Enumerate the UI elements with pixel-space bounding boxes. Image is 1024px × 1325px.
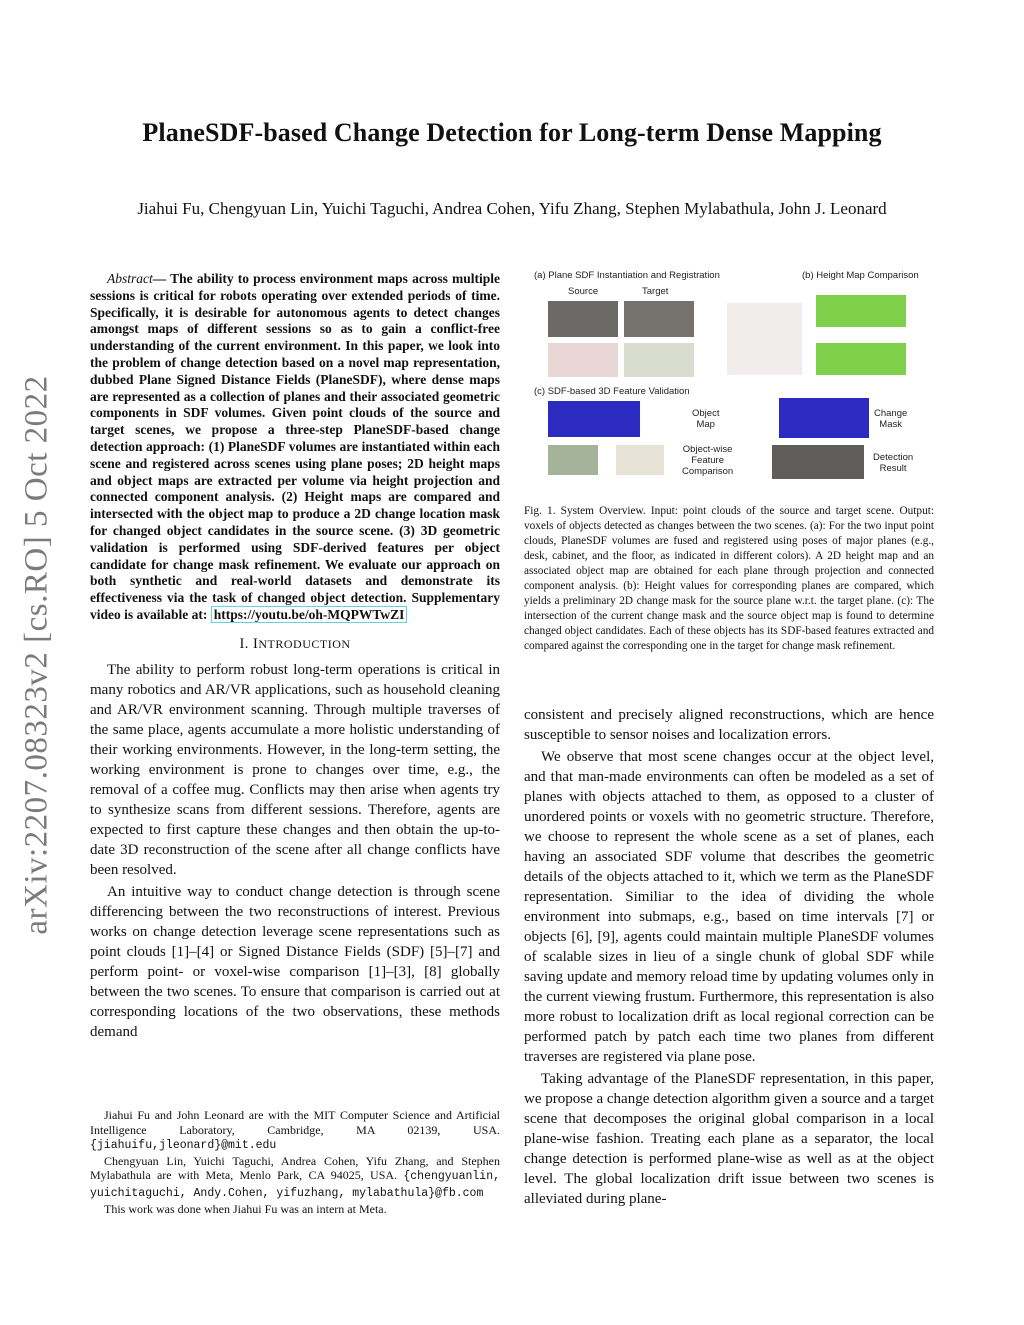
- footnote-internship: This work was done when Jiahui Fu was an intern at Meta.: [104, 1201, 387, 1216]
- figure-label-target: Target: [642, 286, 669, 297]
- video-link[interactable]: https://youtu.be/oh-MQPWTwZI: [211, 606, 408, 623]
- arxiv-identifier: arXiv:2207.08323v2 [cs.RO] 5 Oct 2022: [18, 375, 55, 935]
- footnotes: [90, 1108, 500, 1216]
- figure-system-overview: [532, 265, 932, 495]
- label-object-wise-feature-comparison: Object-wise Feature Comparison: [682, 444, 734, 477]
- height-map-target: [816, 343, 906, 375]
- target-planes-image: [624, 343, 694, 377]
- paragraph: An intuitive way to conduct change detection is through scene differencing between the two reconstructions of interest. Previous works on change detection leverage scene representations such as point clouds [1]–[4] or Signed Distance Fields (SDF) [5]–[7] and perform point- or voxel-wise comparison [1]–[3], [8] globally between the two scenes. To ensure that comparison is carried out at corresponding locations of the two observations, these methods demand: [90, 883, 500, 1040]
- email-meta: {chengyuanlin, yuichitaguchi, Andy.Cohen, yifuzhang, mylabathula}@fb.com: [90, 1170, 500, 1200]
- object-map-image: [548, 401, 640, 437]
- paragraph: consistent and precisely aligned reconstructions, which are hence susceptible to sensor noises and localization errors.: [524, 707, 934, 743]
- footnote-affiliation-meta: Chengyuan Lin, Yuichi Taguchi, Andrea Cohen, Yifu Zhang, and Stephen Mylabathula are with Meta, Menlo Park, CA 94025, USA. {chengyuanlin, yuichitaguchi, Andy.Cohen, yifuzhang, mylabathula}@fb.com: [90, 1153, 500, 1200]
- left-column: [90, 271, 500, 1042]
- abstract: [90, 271, 500, 624]
- email-mit: {jiahuifu,jleonard}@mit.edu: [90, 1139, 277, 1153]
- figure-label-b: (b) Height Map Comparison: [802, 270, 919, 281]
- paper-title: PlaneSDF-based Change Detection for Long-term Dense Mapping: [142, 118, 882, 147]
- label-object-map: Object Map: [692, 408, 720, 430]
- height-map-source: [816, 295, 906, 327]
- registered-volumes-image: [727, 303, 802, 375]
- label-detection-result: Detection Result: [873, 452, 914, 474]
- paragraph: Taking advantage of the PlaneSDF representation, in this paper, we propose a change detection algorithm given a source and a target scene that decomposes the original global comparison in a local plane-wise fashion. Treating each plane as a separator, the local change detection is performed plane-wise as well as at the object level. The global localization drift issue between two scenes is alleviated during plane-: [524, 1071, 934, 1207]
- arxiv-stamp: [12, 365, 62, 945]
- figure-caption: Fig. 1. System Overview. Input: point clouds of the source and target scene. Output: voxels of objects detected as changes between the two scenes. (a): For the two input point clouds, PlaneSDF volumes are fused and registered using poses of major planes (e.g., desk, cabinet, and the floor, as indicated in different colors). A 2D height map and an associated object map are obtained for each plane through projection and connected component analysis. (b): Height values for corresponding planes are compared, which yields a preliminary 2D change mask for the source plane w.r.t. the target plane. (c): The intersection of the current change mask and the source object map is found to determine changed object candidates. Each of these objects has its SDF-based features extracted and compared against the corresponding one in the target for change mask refinement.: [524, 505, 934, 652]
- source-scene-image: [548, 301, 618, 337]
- feature-histogram-image: [616, 445, 664, 475]
- detection-result-image: [772, 445, 864, 479]
- abstract-text: The ability to process environment maps across multiple sessions is critical for robots operating over extended periods of time. Specifically, it is desirable for autonomous agents to detect changes amongst maps of different sessions so as to gain a conflict-free understanding of the current environment. In this paper, we look into the problem of change detection based on a novel map representation, dubbed Plane Signed Distance Fields (PlaneSDF), where dense maps are represented as a collection of planes and their associated geometric components in SDF volumes. Given point clouds of the source and target scenes, we propose a three-step PlaneSDF-based change detection approach: (1) PlaneSDF volumes are instantiated within each scene and registered across scenes using plane poses; 2D height maps and object maps are extracted per volume via height projection and connected component analysis. (2) Height maps are compared and intersected with the object map to produce a 2D change location mask for changed object candidates in the source scene. (3) 3D geometric validation is performed using SDF-derived features per object candidate for change mask refinement. We evaluate our approach on both synthetic and real-world datasets and demonstrate its effectiveness via the task of changed object detection. Supplementary video is available at:: [90, 271, 500, 622]
- target-scene-image: [624, 301, 694, 337]
- author-list: Jiahui Fu, Chengyuan Lin, Yuichi Taguchi, Andrea Cohen, Yifu Zhang, Stephen Mylabathula, John J. Leonard: [137, 199, 887, 218]
- abstract-dash: —: [152, 271, 167, 286]
- footnote-affiliation-mit: Jiahui Fu and John Leonard are with the MIT Computer Science and Artificial Intelligence Laboratory, Cambridge, MA 02139, USA. {jiahuifu,jleonard}@mit.edu: [90, 1108, 500, 1153]
- label-change-mask: Change Mask: [874, 408, 908, 430]
- paragraph: We observe that most scene changes occur at the object level, and that man-made environments can often be modeled as a set of planes with objects attached to them, as opposed to a cluster of unordered points or voxels with no geometric structure. Therefore, we choose to represent the whole scene as a set of planes, each having an associated SDF volume that describes the geometric details of the objects attached to it, which we term as the PlaneSDF representation. Similiar to the idea of dividing the whole environment into submaps, e.g., based on time intervals [7] or objects [6], [9], agents could maintain multiple PlaneSDF volumes of scalable sizes in lieu of a single chunk of global SDF while saving update and memory reload time by updating volumes only in the current viewing frustum. Furthermore, this representation is also more robust to localization drift as local regional correction can be performed patch by patch each time two planes from different traverses are registered via plane pose.: [524, 749, 934, 1065]
- paragraph: The ability to perform robust long-term operations is critical in many robotics and AR/VR applications, such as household cleaning and AR/VR environment scanning. Through multiple traverses of the same place, agents accumulate a more holistic understanding of their working environments. However, in the long-term setting, the working environment is prone to changes over time, e.g., the removal of a coffee mug. Conflicts may then arise when agents try to synthesize scans from different sessions. Therefore, agents are expected to first capture these changes and then obtain the up-to-date 3D reconstruction of the scene after all change conflicts have been resolved.: [90, 661, 500, 878]
- figure-label-source: Source: [568, 286, 599, 297]
- right-column: [524, 705, 934, 1209]
- change-mask-image: [779, 398, 869, 438]
- source-planes-image: [548, 343, 618, 377]
- abstract-lead: Abstract: [107, 271, 153, 286]
- figure-label-a: (a) Plane SDF Instantiation and Registration: [534, 270, 720, 281]
- feature-pointcloud-image: [548, 445, 598, 475]
- figure-label-c: (c) SDF-based 3D Feature Validation: [534, 386, 690, 397]
- section-heading-introduction: I. INTRODUCTION: [239, 635, 351, 652]
